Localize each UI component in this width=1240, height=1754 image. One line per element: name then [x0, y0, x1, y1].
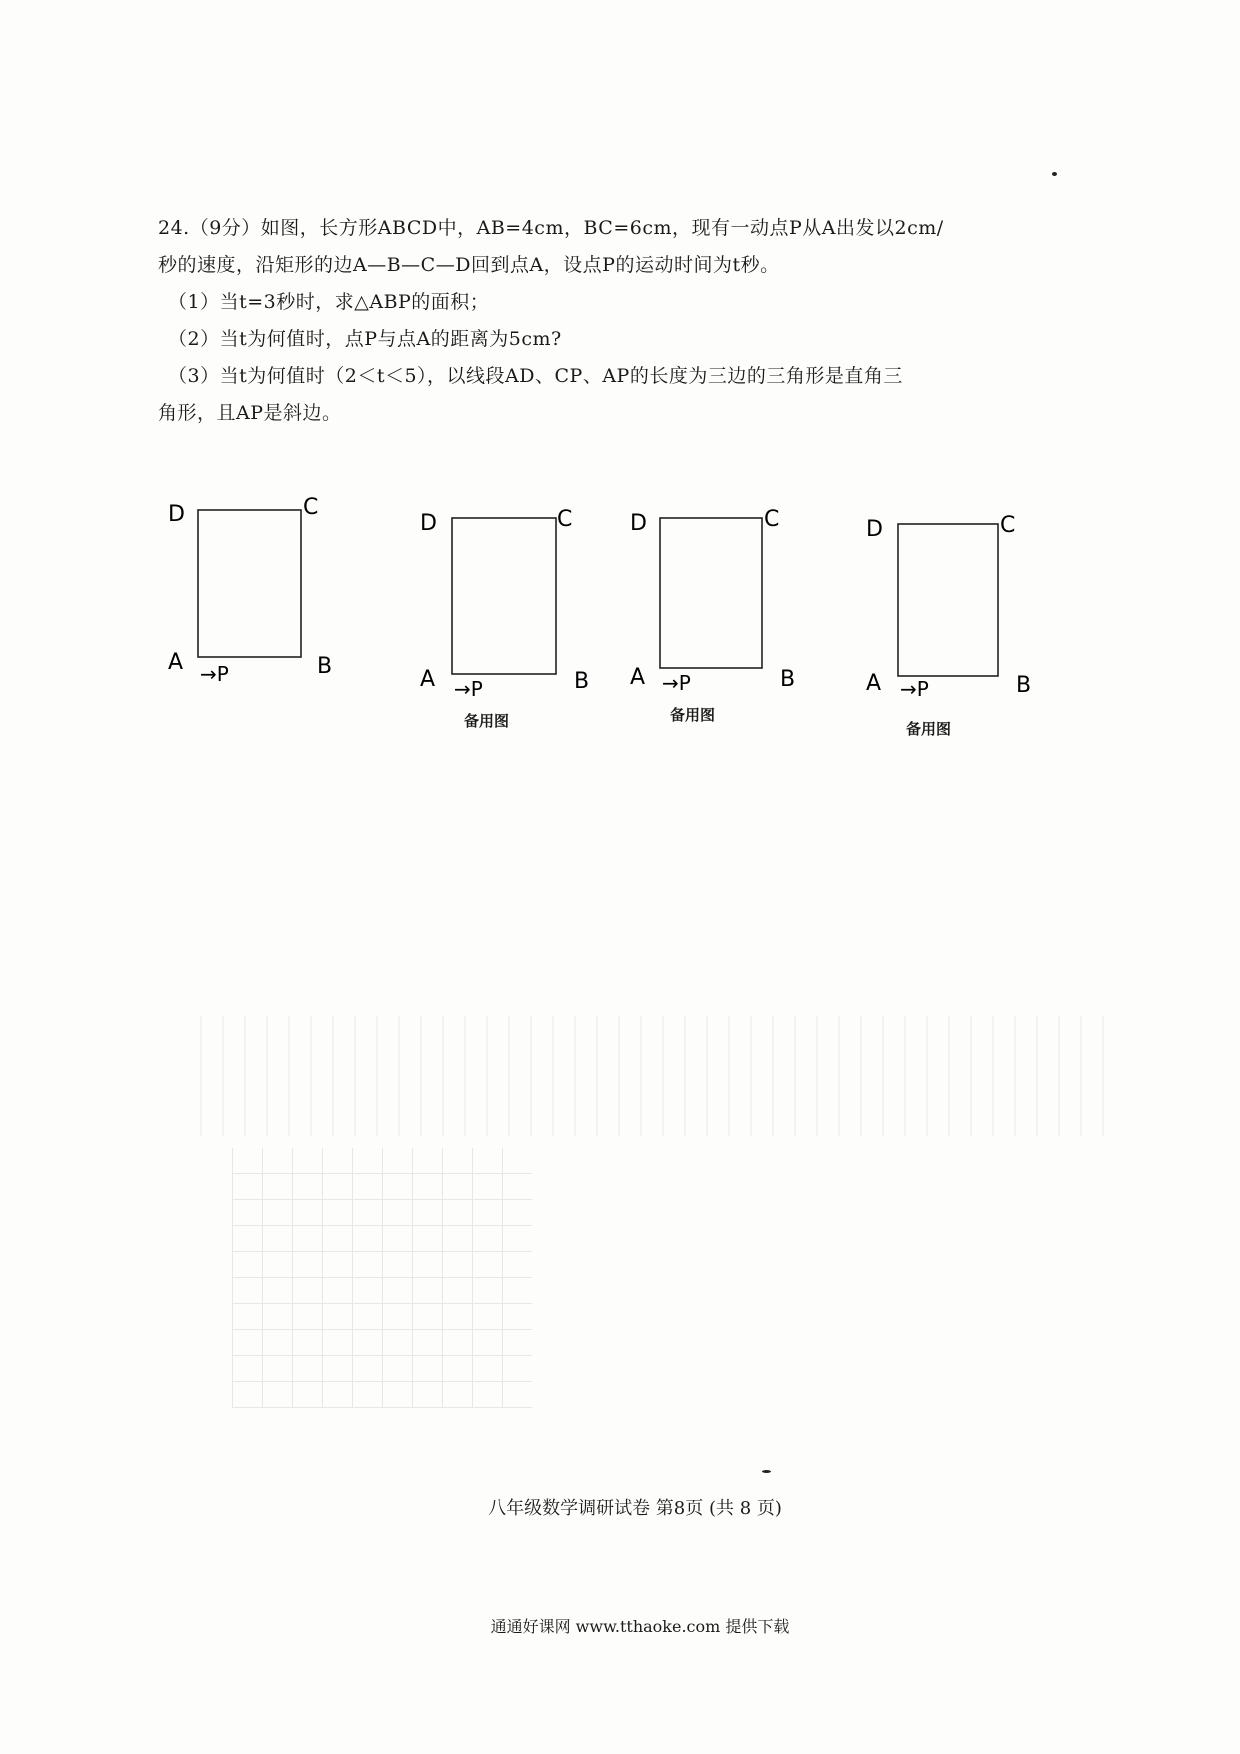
- vertex-d-label: D: [630, 511, 647, 536]
- vertex-b-label: B: [317, 654, 333, 679]
- rectangle-figure-spare-1: [414, 502, 614, 730]
- point-p-arrow-label: →P: [200, 662, 229, 686]
- page-footer: 八年级数学调研试卷 第8页 (共 8 页): [488, 1498, 782, 1519]
- rectangle-abcd-diagram: [626, 502, 826, 702]
- faded-scan-area: [200, 1016, 1120, 1136]
- faded-grid: [232, 1148, 532, 1408]
- vertex-c-label: C: [557, 507, 573, 532]
- source-watermark-text: 通通好课网 www.tthaoke.com 提供下载: [490, 1617, 790, 1636]
- vertex-b-label: B: [1016, 673, 1032, 698]
- rectangle-outline: [660, 518, 762, 668]
- spare-figure-caption: 备用图: [906, 720, 952, 738]
- point-p-arrow-label: →P: [662, 671, 691, 695]
- point-p-arrow-label: →P: [900, 677, 929, 701]
- vertex-a-label: A: [420, 667, 436, 692]
- spare-figure-caption: 备用图: [464, 712, 510, 730]
- rectangle-abcd-diagram: [160, 492, 360, 692]
- question-1: （1）当t=3秒时，求△ABP的面积；: [168, 291, 490, 313]
- problem-statement-line2: 秒的速度，沿矩形的边A—B—C—D回到点A，设点P的运动时间为t秒。: [158, 254, 780, 276]
- rectangle-figure-spare-3: [862, 508, 1062, 738]
- rectangle-abcd-diagram: [414, 502, 614, 702]
- problem-statement-line1: 24.（9分）如图，长方形ABCD中，AB=4cm，BC=6cm，现有一动点P从A出发以2cm/: [158, 217, 944, 239]
- vertex-b-label: B: [574, 669, 590, 694]
- rectangle-outline: [898, 524, 998, 676]
- rectangle-figure-main: [160, 492, 360, 692]
- vertex-a-label: A: [866, 671, 882, 696]
- vertex-d-label: D: [866, 517, 883, 542]
- vertex-c-label: C: [1000, 513, 1016, 538]
- vertex-d-label: D: [168, 502, 185, 527]
- vertex-b-label: B: [780, 667, 796, 692]
- vertex-c-label: C: [764, 507, 780, 532]
- vertex-d-label: D: [420, 511, 437, 536]
- rectangle-outline: [198, 510, 301, 657]
- rectangle-abcd-diagram: [862, 508, 1062, 708]
- point-p-arrow-label: →P: [454, 677, 483, 701]
- spare-figure-caption: 备用图: [670, 706, 716, 724]
- question-3-continued: 角形，且AP是斜边。: [158, 402, 342, 424]
- rectangle-figure-spare-2: [626, 502, 826, 724]
- vertex-a-label: A: [168, 650, 184, 675]
- scan-speck: [1052, 172, 1057, 176]
- vertex-c-label: C: [303, 495, 319, 520]
- scan-speck: [762, 1470, 771, 1473]
- rectangle-outline: [452, 518, 556, 674]
- question-2: （2）当t为何值时，点P与点A的距离为5cm?: [168, 328, 562, 350]
- problem-24: [158, 210, 1058, 432]
- vertex-a-label: A: [630, 665, 646, 690]
- question-3: （3）当t为何值时（2＜t＜5），以线段AD、CP、AP的长度为三边的三角形是直角三: [168, 365, 903, 387]
